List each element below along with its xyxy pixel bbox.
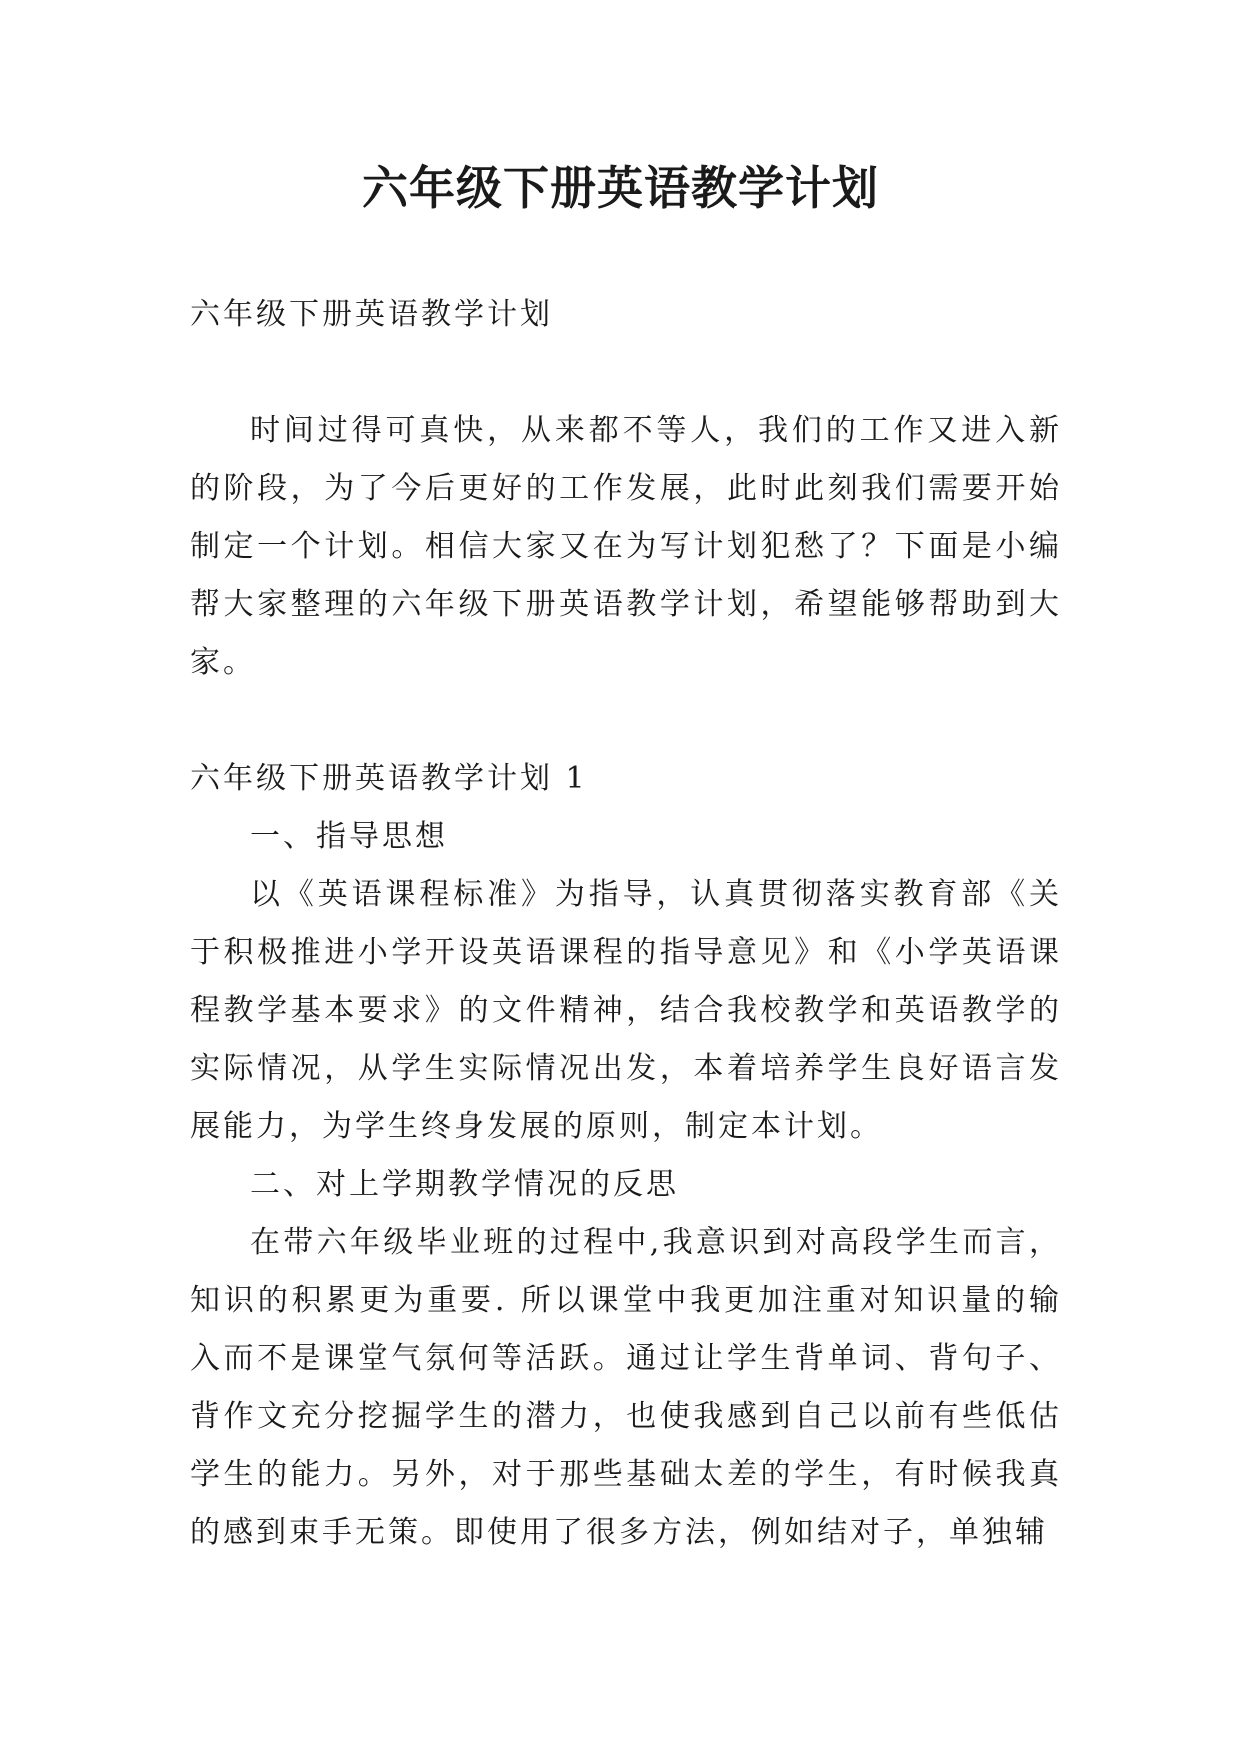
part1-heading: 一、指导思想 — [250, 819, 448, 854]
document-title: 六年级下册英语教学计划 — [362, 161, 879, 215]
section-heading: 六年级下册英语教学计划 1 — [190, 761, 588, 796]
spacer — [190, 692, 1062, 750]
document-body — [190, 286, 1062, 1562]
document-subtitle: 六年级下册英语教学计划 — [190, 297, 553, 332]
intro-paragraph: 时间过得可真快，从来都不等人，我们的工作又进入新的阶段，为了今后更好的工作发展，此时此刻我们需要开始制定一个计划。相信大家又在为写计划犯愁了？下面是小编帮大家整理的六年级下册英语教学计划，希望能够帮助到大家。 — [190, 413, 1062, 680]
part2-paragraph: 在带六年级毕业班的过程中,我意识到对高段学生而言，知识的积累更为重要. 所以课堂中我更加注重对知识量的输入而不是课堂气氛何等活跃。通过让学生背单词、背句子、背作文充分挖掘学生的潜力，也使我感到自己以前有些低估学生的能力。另外，对于那些基础太差的学生，有时候我真的感到束手无策。即使用了很多方法，例如结对子，单独辅 — [190, 1225, 1062, 1550]
part2-heading: 二、对上学期教学情况的反思 — [250, 1167, 679, 1202]
part1-paragraph: 以《英语课程标准》为指导，认真贯彻落实教育部《关于积极推进小学开设英语课程的指导意见》和《小学英语课程教学基本要求》的文件精神，结合我校教学和英语教学的实际情况，从学生实际情况出发，本着培养学生良好语言发展能力，为学生终身发展的原则，制定本计划。 — [190, 877, 1062, 1144]
spacer — [190, 344, 1062, 402]
